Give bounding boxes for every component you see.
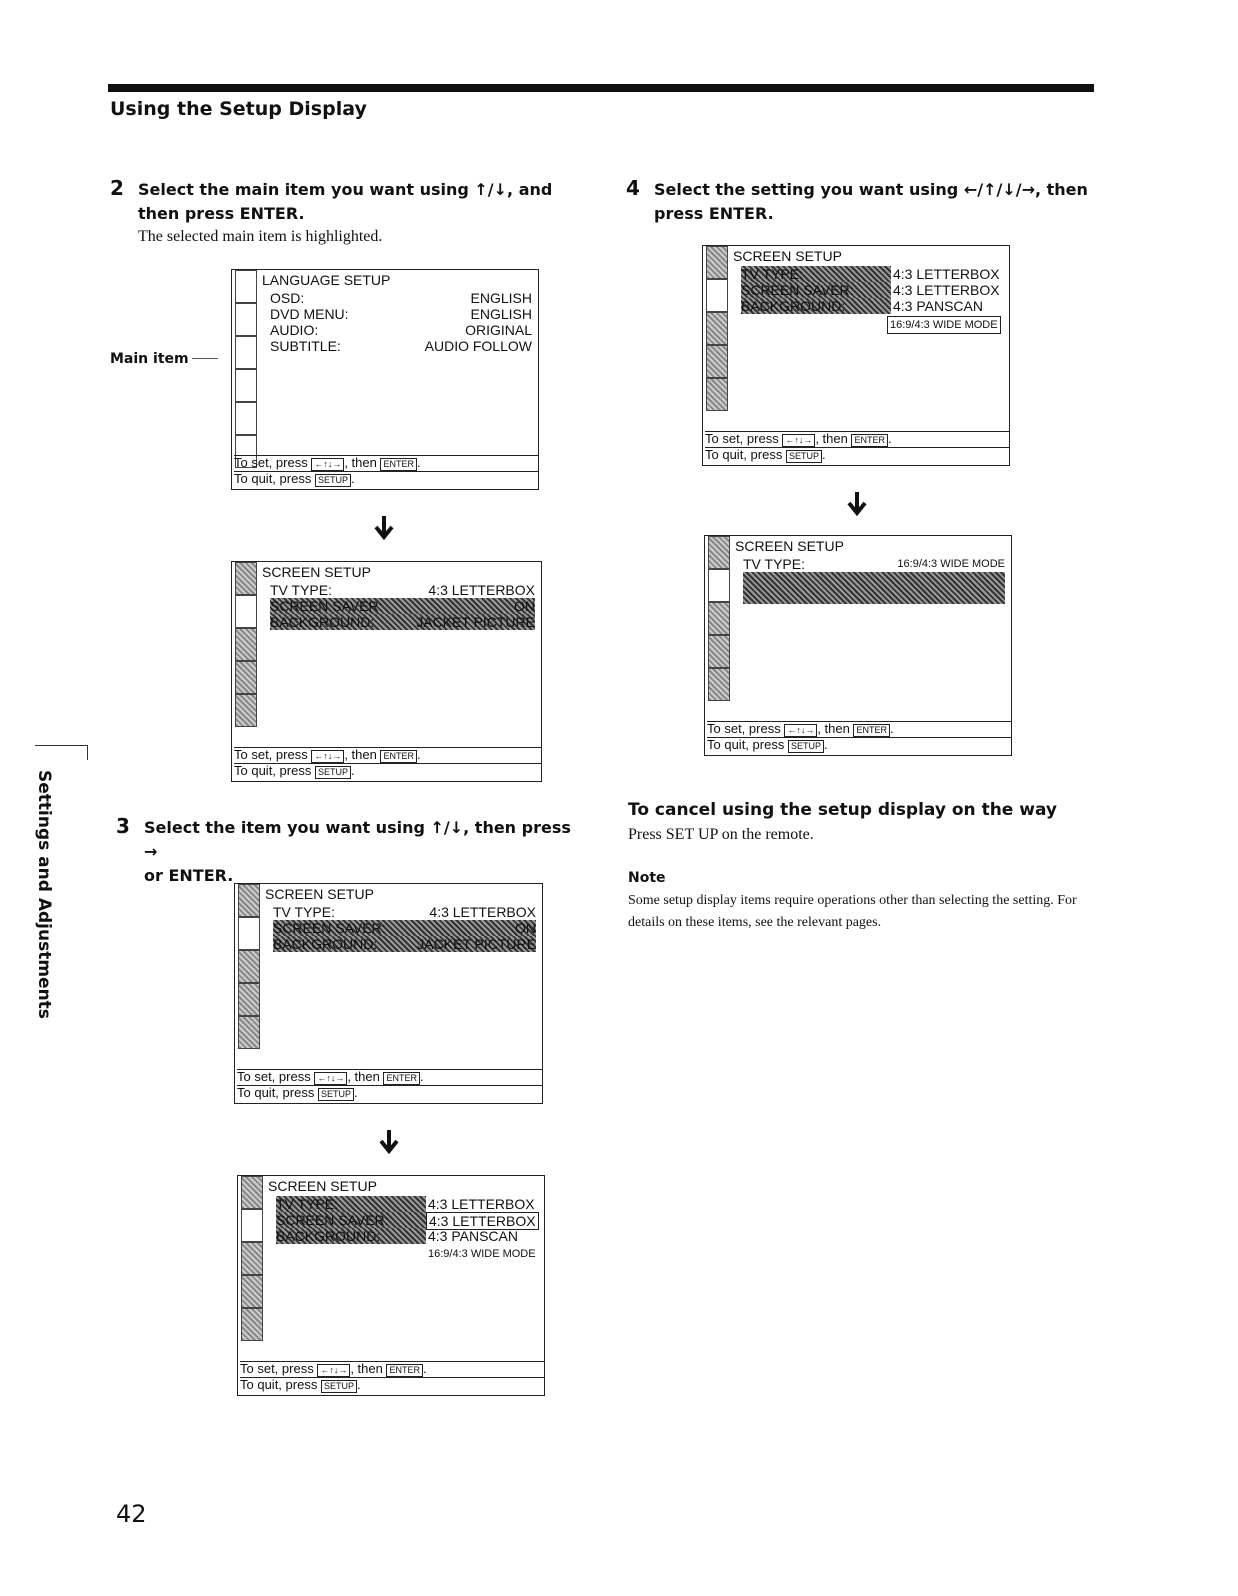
section-title: Using the Setup Display bbox=[110, 98, 367, 120]
setting-row: BACKGROUND: JACKET PICTURE bbox=[273, 936, 536, 952]
cancel-heading: To cancel using the setup display on the way bbox=[628, 800, 1057, 820]
setting-row: SCREEN SAVER: ON bbox=[273, 920, 536, 936]
setting-row: SCREEN SAVER: bbox=[741, 282, 891, 298]
screen-footer: To set, press ←↑↓→ , then ENTER . To quit, press SETUP . bbox=[234, 747, 541, 779]
option-current: 4:3 LETTERBOX bbox=[893, 266, 1000, 282]
step-number: 2 bbox=[110, 176, 124, 200]
setting-row: SUBTITLE: AUDIO FOLLOW bbox=[270, 338, 532, 354]
step-3 bbox=[116, 816, 576, 888]
page-number: 42 bbox=[116, 1500, 147, 1528]
screen-footer: To set, press ←↑↓→ , then ENTER . To quit, press SETUP . bbox=[234, 455, 538, 487]
option-selected: 16:9/4:3 WIDE MODE bbox=[887, 316, 1001, 334]
step-2-description: The selected main item is highlighted. bbox=[138, 228, 383, 245]
note-text: Some setup display items require operations other than selecting the setting. For details on these items, see the relevant pages. bbox=[628, 893, 1077, 930]
setting-row-highlighted bbox=[743, 572, 1005, 604]
down-arrow-icon bbox=[373, 514, 395, 540]
setting-row: AUDIO: ORIGINAL bbox=[270, 322, 532, 338]
screen-footer: To set, press ←↑↓→ , then ENTER . To quit, press SETUP . bbox=[240, 1361, 544, 1393]
step-text-line1: Select the main item you want using ↑/↓, and bbox=[138, 180, 553, 199]
setting-row: DVD MENU: ENGLISH bbox=[270, 306, 532, 322]
setting-row: TV TYPE: 4:3 LETTERBOX bbox=[270, 582, 535, 598]
step-2 bbox=[110, 178, 580, 226]
setting-row: TV TYPE: bbox=[741, 266, 891, 282]
screen-title: SCREEN SETUP bbox=[262, 564, 371, 580]
setting-row: TV TYPE: bbox=[276, 1196, 426, 1212]
step-text-line1: Select the item you want using ↑/↓, then press → bbox=[144, 818, 571, 861]
screen-setup-screen-d bbox=[702, 245, 1010, 466]
setting-row: TV TYPE: 16:9/4:3 WIDE MODE bbox=[743, 556, 1005, 572]
main-item-icons bbox=[235, 562, 257, 727]
option-item: 4:3 PANSCAN bbox=[893, 298, 983, 314]
setting-row: SCREEN SAVER: ON bbox=[270, 598, 535, 614]
cancel-text: Press SET UP on the remote. bbox=[628, 826, 814, 843]
language-setup-screen bbox=[231, 269, 539, 490]
header-rule bbox=[108, 84, 1094, 92]
screen-title: LANGUAGE SETUP bbox=[262, 272, 391, 288]
main-item-icons bbox=[238, 884, 260, 1049]
option-item: 4:3 LETTERBOX bbox=[893, 282, 1000, 298]
side-tab-label: Settings and Adjustments bbox=[34, 770, 54, 1019]
side-tab-rule bbox=[35, 745, 87, 746]
note-heading: Note bbox=[628, 870, 666, 886]
setting-row: OSD: ENGLISH bbox=[270, 290, 532, 306]
option-item: 4:3 PANSCAN bbox=[428, 1228, 518, 1244]
option-selected: 4:3 LETTERBOX bbox=[426, 1212, 539, 1230]
down-arrow-icon bbox=[846, 490, 868, 516]
step-text-line2: or ENTER. bbox=[144, 866, 234, 885]
screen-setup-screen-c bbox=[237, 1175, 545, 1396]
side-tab bbox=[30, 770, 60, 1020]
step-text-line2: press ENTER. bbox=[654, 204, 774, 223]
down-arrow-icon bbox=[378, 1128, 400, 1154]
step-4 bbox=[626, 178, 1096, 226]
main-item-icons bbox=[706, 246, 728, 411]
screen-setup-screen-b bbox=[234, 883, 543, 1104]
setting-row: BACKGROUND: bbox=[276, 1228, 426, 1244]
step-text-line2: then press ENTER. bbox=[138, 204, 305, 223]
screen-footer: To set, press ←↑↓→ , then ENTER . To quit, press SETUP . bbox=[705, 431, 1009, 463]
screen-setup-screen-a bbox=[231, 561, 542, 782]
step-number: 3 bbox=[116, 814, 130, 838]
screen-footer: To set, press ←↑↓→ , then ENTER . To quit, press SETUP . bbox=[707, 721, 1011, 753]
screen-setup-screen-e bbox=[704, 535, 1012, 756]
setting-row: BACKGROUND: bbox=[741, 298, 891, 314]
setting-row: BACKGROUND: JACKET PICTURE bbox=[270, 614, 535, 630]
step-number: 4 bbox=[626, 176, 640, 200]
screen-title: SCREEN SETUP bbox=[265, 886, 374, 902]
option-item: 16:9/4:3 WIDE MODE bbox=[428, 1248, 536, 1260]
option-current: 4:3 LETTERBOX bbox=[428, 1196, 535, 1212]
main-item-leader bbox=[192, 358, 218, 359]
main-item-icons bbox=[708, 536, 730, 701]
screen-footer: To set, press ←↑↓→ , then ENTER . To quit, press SETUP . bbox=[237, 1069, 542, 1101]
screen-title: SCREEN SETUP bbox=[268, 1178, 377, 1194]
screen-title: SCREEN SETUP bbox=[735, 538, 844, 554]
setting-row: SCREEN SAVER: bbox=[276, 1212, 426, 1228]
screen-title: SCREEN SETUP bbox=[733, 248, 842, 264]
setting-row: TV TYPE: 4:3 LETTERBOX bbox=[273, 904, 536, 920]
main-item-icons bbox=[235, 270, 257, 468]
side-tab-rule bbox=[87, 745, 88, 760]
main-item-label: Main item bbox=[110, 351, 189, 367]
step-text-line1: Select the setting you want using ←/↑/↓/→, then bbox=[654, 180, 1088, 199]
main-item-icons bbox=[241, 1176, 263, 1341]
